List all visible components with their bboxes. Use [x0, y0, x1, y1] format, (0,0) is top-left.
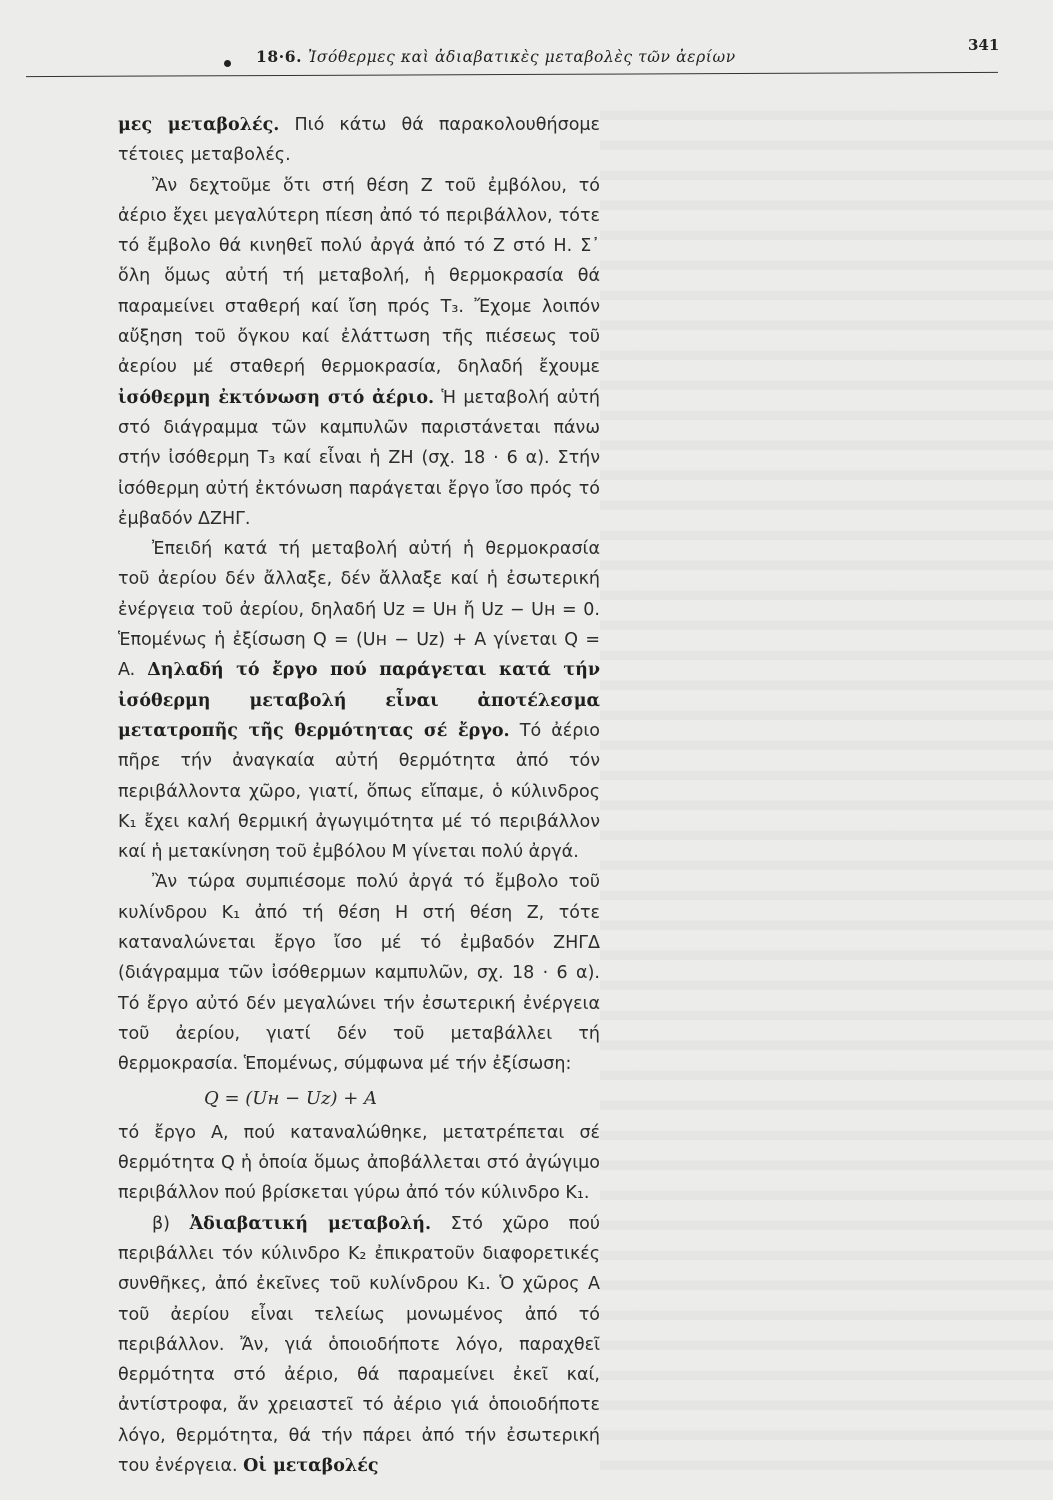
- text-run: Τό ἀέριο πῆρε τήν ἀναγκαία αὐτή θερμότητα ἀπό τόν περιβάλλοντα χῶρο, γιατί, ὅπως εἴπαμε, ὁ κύλινδρος Κ₁ ἔχει καλή θερμική ἀγωγιμότητα μέ τό περιβάλλον καί ἡ μετακίνηση τοῦ ἐμβόλου Μ γίνεται πολύ ἀργά.: [118, 720, 600, 863]
- bold-phrase: Οἱ μεταβολές: [243, 1456, 379, 1477]
- running-title: [256, 47, 736, 66]
- text-run: Ἐπειδή κατά τή μεταβολή αὐτή ἡ θερμοκρασία τοῦ ἀερίου δέν ἄλλαξε, δέν ἄλλαξε καί ἡ ἐσωτερική ἐνέργεια τοῦ ἀερίου, δηλαδή Uz = Uн ἤ Uz − Uн = 0. Ἑπομένως ἡ ἐξίσωση Q = (Uн − Uz) + A γίνεται Q = A.: [118, 539, 600, 681]
- facing-page-bleed-through: [600, 90, 1053, 1470]
- page-number: 341: [968, 36, 1000, 54]
- paragraphs-after-equation: [118, 1118, 600, 1482]
- paragraph: [118, 534, 600, 867]
- text-run: τό ἔργο Α, πού καταναλώθηκε, μετατρέπεται σέ θερμότητα Q ἡ ὁποία ὅμως ἀποβάλλεται στό ἀγώγιμο περιβάλλον πού βρίσκεται γύρω ἀπό τόν κύλινδρο Κ₁.: [118, 1122, 600, 1204]
- bold-phrase: Ἀδιαβατική μεταβολή.: [189, 1213, 432, 1234]
- text-run: Ἂν δεχτοῦμε ὅτι στή θέση Ζ τοῦ ἐμβόλου, τό ἀέριο ἔχει μεγαλύτερη πίεση ἀπό τό περιβάλλον, τότε τό ἔμβολο θά κινηθεῖ πολύ ἀργά ἀπό τό Ζ στό Η. Σ᾽ ὅλη ὅμως αὐτή τή μεταβολή, ἡ θερμοκρασία θά παραμείνει σταθερή καί ἴση πρός Τ₃. Ἔχομε λοιπόν αὔξηση τοῦ ὄγκου καί ἐλάττωση τῆς πιέσεως τοῦ ἀερίου μέ σταθερή θερμοκρασία, δηλαδή ἔχουμε: [118, 175, 600, 378]
- text-run: β): [152, 1213, 190, 1234]
- header-rule: [26, 72, 998, 77]
- paragraph: [118, 171, 600, 535]
- bold-phrase: μες μεταβολές.: [118, 115, 280, 135]
- text-run: Ἡ μεταβολή αὐτή στό διάγραμμα τῶν καμπυλῶν παριστάνεται πάνω στήν ἰσόθερμη Τ₃ καί εἶναι ἡ ΖΗ (σχ. 18 · 6 α). Στήν ἰσόθερμη αὐτή ἐκτόνωση παράγεται ἔργο ἴσο πρός τό ἐμβαδόν ΔΖΗΓ.: [118, 387, 600, 529]
- paragraph: [118, 1209, 600, 1482]
- section-number: 18·6.: [256, 47, 303, 66]
- body-text: [118, 110, 600, 1481]
- paragraphs-before-equation: [118, 110, 600, 1080]
- equation: Q = (Uн − Uz) + A: [204, 1087, 378, 1109]
- bold-phrase: Δηλαδή τό ἔργο πού παράγεται κατά τήν ἰσόθερμη μεταβολή εἶναι ἀποτέλεσμα μετατροπῆς τῆς θερμότητας σέ ἔργο.: [118, 660, 600, 741]
- running-title-text: Ἰσόθερμες καὶ ἀδιαβατικὲς μεταβολὲς τῶν ἀερίων: [308, 48, 736, 66]
- paragraph: [118, 867, 600, 1079]
- text-run: Πιό κάτω θά παρακολουθήσομε τέτοιες μεταβολές.: [118, 115, 601, 166]
- text-run: Στό χῶρο πού περιβάλλει τόν κύλινδρο Κ₂ ἐπικρατοῦν διαφορετικές συνθῆκες, ἀπό ἐκεῖνες τοῦ κυλίνδρου Κ₁. Ὁ χῶρος Α τοῦ ἀερίου εἶναι τελείως μονωμένος ἀπό τό περιβάλλον. Ἄν, γιά ὁποιοδήποτε λόγο, παραχθεῖ θερμότητα στό ἀέριο, θά παραμείνει ἐκεῖ καί, ἀντίστροφα, ἄν χρειαστεῖ τό ἀέριο γιά ὁποιοδήποτε λόγο, θερμότητα, θά τήν πάρει ἀπό τήν ἐσωτερική του ἐνέργεια.: [118, 1213, 600, 1477]
- paragraph: [118, 110, 600, 171]
- header-bullet: [224, 60, 231, 67]
- paragraph: [118, 1118, 600, 1209]
- text-run: Ἂν τώρα συμπιέσομε πολύ ἀργά τό ἔμβολο τοῦ κυλίνδρου Κ₁ ἀπό τή θέση Η στή θέση Ζ, τότε καταναλώνεται ἔργο ἴσο μέ τό ἐμβαδόν ΖΗΓΔ (διάγραμμα τῶν ἰσόθερμων καμπυλῶν, σχ. 18 · 6 α). Τό ἔργο αὐτό δέν μεγαλώνει τήν ἐσωτερική ἐνέργεια τοῦ ἀερίου, γιατί δέν τοῦ μεταβάλλει τή θερμοκρασία. Ἑπομένως, σύμφωνα μέ τήν ἐξίσωση:: [118, 872, 600, 1075]
- page-header: [0, 30, 1053, 80]
- bold-phrase: ἰσόθερμη ἐκτόνωση στό ἀέριο.: [118, 387, 435, 408]
